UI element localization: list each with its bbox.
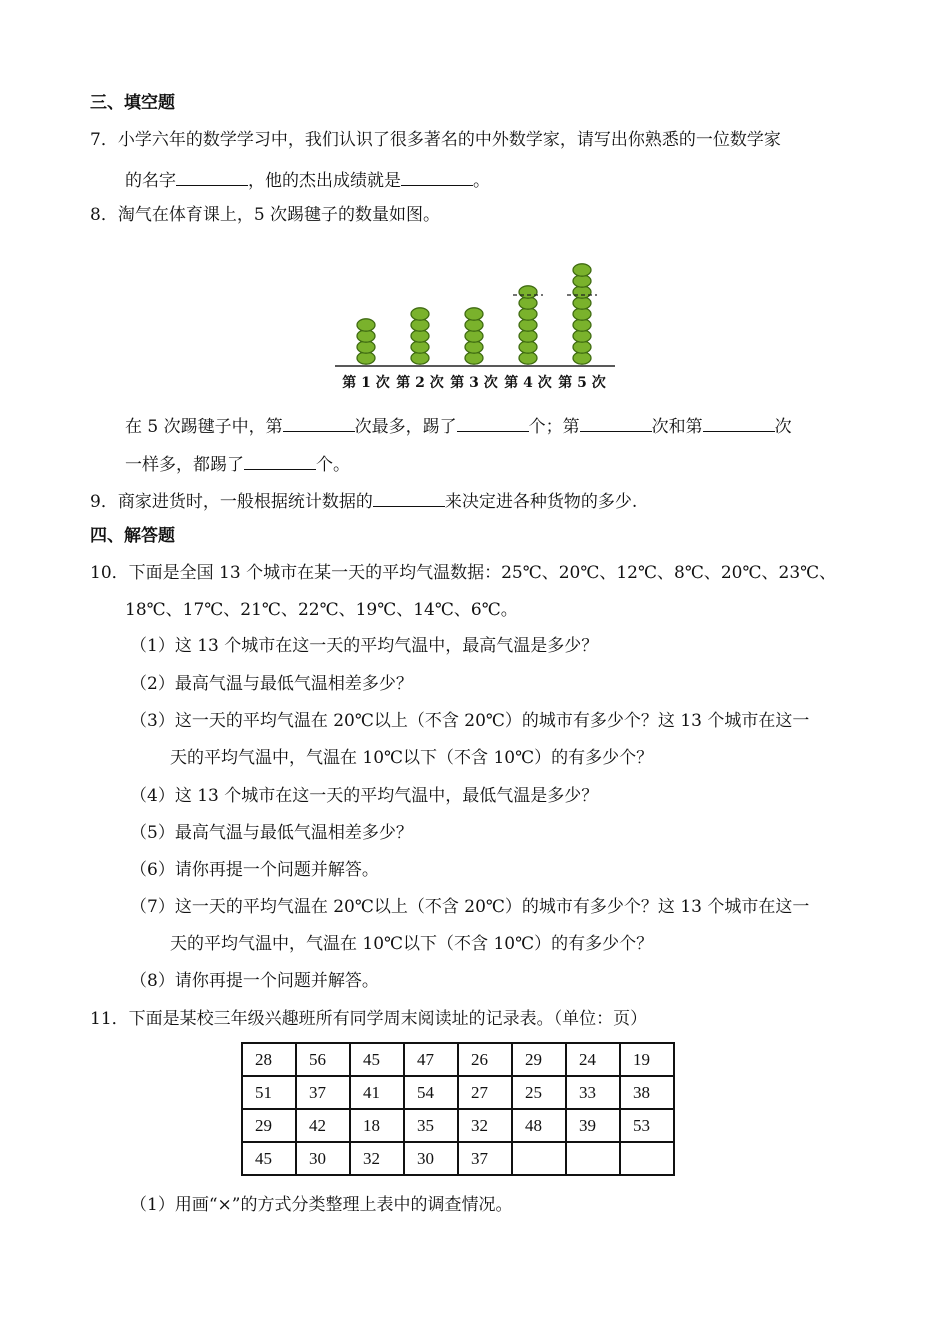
q8-text-a: 在 5 次踢毽子中，第 <box>125 417 283 437</box>
q9-line <box>90 491 637 511</box>
table-cell: 18 <box>350 1109 404 1142</box>
q10-sub-6: （6）请你再提一个问题并解答。 <box>130 860 379 880</box>
chart-category-label: 第 4 次 <box>504 375 552 391</box>
q8-text-e: 次 <box>774 417 792 437</box>
shuttlecock-mark <box>411 308 429 320</box>
table-cell: 37 <box>296 1076 350 1109</box>
table-cell: 48 <box>512 1109 566 1142</box>
table-row <box>242 1142 674 1175</box>
table-cell: 29 <box>242 1109 296 1142</box>
section-title-fill-blank: 三、填空题 <box>90 93 175 113</box>
q8-text-d: 次和第 <box>651 417 703 437</box>
shuttlecock-chart <box>335 238 615 394</box>
q10-sub-7: （7）这一天的平均气温在 20℃以上（不含 20℃）的城市有多少个？这 13 个城市在这一 <box>130 897 810 917</box>
q8-stem: 8．淘气在体育课上，5 次踢毽子的数量如图。 <box>90 205 441 225</box>
q7-blank-name[interactable] <box>176 170 248 186</box>
table-cell: 35 <box>404 1109 458 1142</box>
q8-line2 <box>125 454 350 474</box>
q8-blank-most-index[interactable] <box>283 416 355 432</box>
table-cell: 28 <box>242 1043 296 1076</box>
shuttlecock-mark <box>573 264 591 276</box>
q7-line1: 7．小学六年的数学学习中，我们认识了很多著名的中外数学家，请写出你熟悉的一位数学家 <box>90 130 781 150</box>
table-cell: 24 <box>566 1043 620 1076</box>
table-cell: 30 <box>296 1142 350 1175</box>
table-cell: 30 <box>404 1142 458 1175</box>
table-cell: 39 <box>566 1109 620 1142</box>
table-cell: 19 <box>620 1043 674 1076</box>
q8-blank-same-index-2[interactable] <box>703 416 775 432</box>
table-cell: 33 <box>566 1076 620 1109</box>
q8-text-f: 一样多，都踢了 <box>125 455 244 475</box>
q8-blank-same-index-1[interactable] <box>580 416 652 432</box>
chart-category-label: 第 3 次 <box>450 375 498 391</box>
table-cell: 53 <box>620 1109 674 1142</box>
q7-line2 <box>125 170 490 190</box>
table-cell: 38 <box>620 1076 674 1109</box>
chart-category-label: 第 1 次 <box>342 375 390 391</box>
q8-text-c: 个；第 <box>528 417 580 437</box>
section-title-answer: 四、解答题 <box>90 526 175 546</box>
q10-sub-3-cont: 天的平均气温中，气温在 10℃以下（不含 10℃）的有多少个？ <box>170 748 654 768</box>
table-cell: 32 <box>458 1109 512 1142</box>
q9-text-b: 来决定进各种货物的多少. <box>444 492 638 512</box>
q7-text-c: 。 <box>473 171 490 191</box>
q10-sub-7-cont: 天的平均气温中，气温在 10℃以下（不含 10℃）的有多少个？ <box>170 934 654 954</box>
q10-sub-3: （3）这一天的平均气温在 20℃以上（不含 20℃）的城市有多少个？这 13 个城市在这一 <box>130 711 810 731</box>
shuttlecock-mark <box>357 319 375 331</box>
q7-text-a: 的名字 <box>125 171 176 191</box>
table-cell: 54 <box>404 1076 458 1109</box>
table-row <box>242 1043 674 1076</box>
table-cell: 37 <box>458 1142 512 1175</box>
q8-line1 <box>125 416 792 436</box>
q10-line2: 18℃、17℃、21℃、22℃、19℃、14℃、6℃。 <box>125 600 518 620</box>
q10-sub-1: （1）这 13 个城市在这一天的平均气温中，最高气温是多少？ <box>130 636 599 656</box>
q8-blank-same-count[interactable] <box>244 454 316 470</box>
table-cell: 32 <box>350 1142 404 1175</box>
shuttlecock-mark <box>465 308 483 320</box>
q10-sub-8: （8）请你再提一个问题并解答。 <box>130 971 379 991</box>
table-cell: 27 <box>458 1076 512 1109</box>
q8-blank-most-count[interactable] <box>457 416 529 432</box>
q10-sub-4: （4）这 13 个城市在这一天的平均气温中，最低气温是多少？ <box>130 786 599 806</box>
q11-stem: 11．下面是某校三年级兴趣班所有同学周末阅读址的记录表。（单位：页） <box>90 1009 648 1029</box>
chart-category-label: 第 5 次 <box>558 375 606 391</box>
table-cell <box>512 1142 566 1175</box>
table-row <box>242 1109 674 1142</box>
table-cell: 56 <box>296 1043 350 1076</box>
table-cell: 51 <box>242 1076 296 1109</box>
table-cell: 45 <box>350 1043 404 1076</box>
table-cell: 42 <box>296 1109 350 1142</box>
table-cell: 26 <box>458 1043 512 1076</box>
table-cell <box>620 1142 674 1175</box>
q10-sub-2: （2）最高气温与最低气温相差多少？ <box>130 674 413 694</box>
shuttlecock-mark <box>519 286 537 298</box>
table-cell: 41 <box>350 1076 404 1109</box>
table-cell: 45 <box>242 1142 296 1175</box>
table-cell: 47 <box>404 1043 458 1076</box>
q8-text-g: 个。 <box>316 455 350 475</box>
q11-sub-1: （1）用画“×”的方式分类整理上表中的调查情况。 <box>130 1195 513 1215</box>
q9-text-a: 9．商家进货时，一般根据统计数据的 <box>90 492 373 512</box>
table-cell: 25 <box>512 1076 566 1109</box>
q8-text-b: 次最多，踢了 <box>354 417 457 437</box>
q10-sub-5: （5）最高气温与最低气温相差多少？ <box>130 823 413 843</box>
reading-record-table <box>241 1042 675 1176</box>
q10-line1: 10．下面是全国 13 个城市在某一天的平均气温数据：25℃、20℃、12℃、8℃、20℃、23℃、 <box>90 563 837 583</box>
table-row <box>242 1076 674 1109</box>
q7-text-b: ，他的杰出成绩就是 <box>248 171 401 191</box>
table-cell: 29 <box>512 1043 566 1076</box>
chart-category-label: 第 2 次 <box>396 375 444 391</box>
table-cell <box>566 1142 620 1175</box>
q7-blank-achievement[interactable] <box>401 170 473 186</box>
q9-blank[interactable] <box>373 491 445 507</box>
